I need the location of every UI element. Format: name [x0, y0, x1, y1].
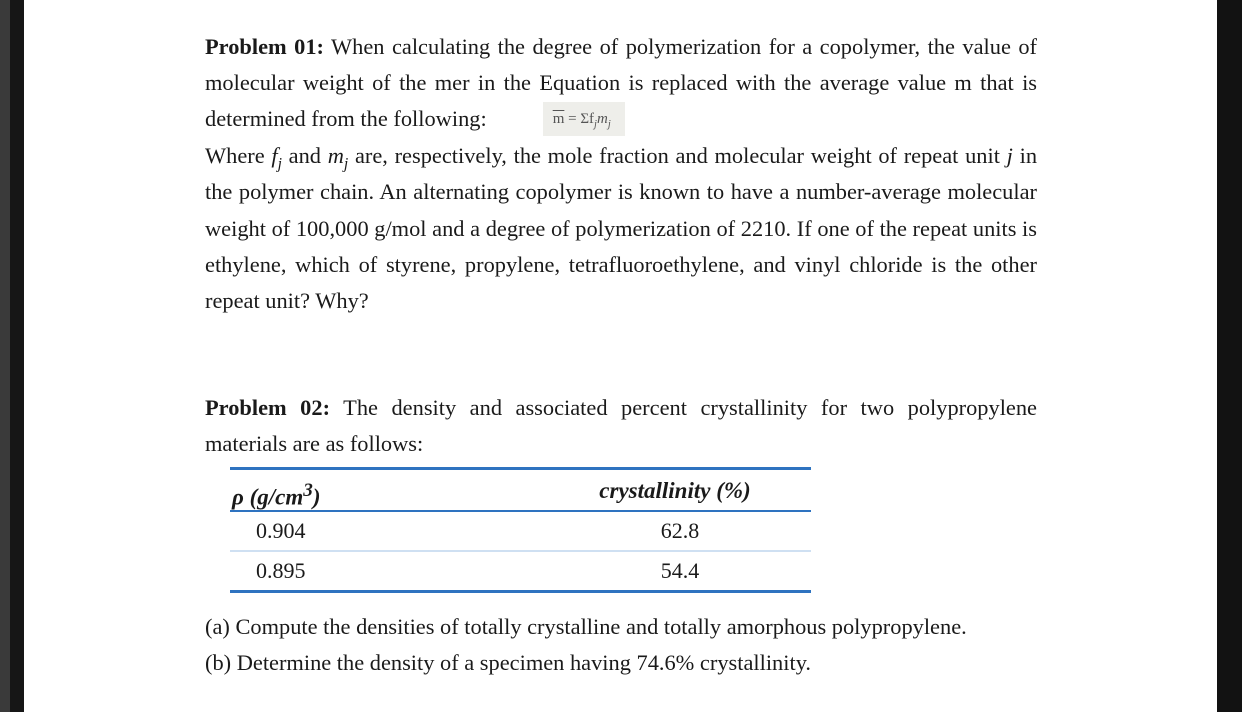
- window-edge-left-inner: [10, 0, 24, 712]
- window-edge-left: [0, 0, 10, 712]
- part-a: (a) Compute the densities of totally crystalline and totally amorphous polypropylene.: [205, 614, 967, 639]
- problem-02-intro: The density and associated percent crystallinity for two polypropylene materials are as follows:: [205, 395, 1037, 457]
- cell-crystallinity: 54.4: [660, 558, 700, 583]
- document-page: [24, 0, 1217, 712]
- header-crystallinity: crystallinity (%): [599, 478, 751, 503]
- cell-density: 0.904: [256, 518, 306, 543]
- cell-density: 0.895: [256, 558, 306, 583]
- formula-mbar: $\overline{m}$: [552, 111, 565, 128]
- table-row: [230, 552, 811, 590]
- table-bottom-rule: [230, 590, 811, 593]
- var-j: j: [1006, 143, 1013, 169]
- problem-01-label: Problem 01:: [205, 34, 324, 59]
- table-row: [230, 512, 811, 550]
- var-m: m: [327, 143, 344, 169]
- problem-02-parts: [205, 609, 1065, 681]
- problem-01-question: in the polymer chain. An alternating copolymer is known to have a number-average molecular weight of 100,000 g/mol and a degree of polymerization of 2210. If one of the repeat units is ethylene, which of styrene, propylene, tetrafluoroethylene, and vinyl chloride is the other repeat unit? Why?: [205, 143, 1038, 314]
- density-crystallinity-table: [230, 467, 811, 593]
- var-f: f: [271, 143, 278, 169]
- part-b: (b) Determine the density of a specimen having 74.6% crystallinity.: [205, 650, 812, 675]
- problem-02-paragraph: [205, 390, 1037, 462]
- problem-01-paragraph: Problem 01: When calculating the degree of polymerization for a copolymer, the value of molecular weight of the mer in the Equation is replaced with the average value m that is determined from the following: $\overline{m} = \Sigma f_jm_j$ Where $f_j$ and $m_j$ are, respectively, the mole fraction and molecular weight of repeat unit j in the polymer chain. An alternating copolymer is known to have a number-average molecular weight of 100,000 g/mol and a degree of polymerization of 2210. If one of the repeat units is ethylene, which of styrene, propylene, tetrafluoroethylene, and vinyl chloride is the other repeat unit? Why?: [205, 34, 1038, 314]
- header-density: ρ $(g/cm^3)$: [232, 480, 321, 510]
- scrollbar-track[interactable]: [1217, 0, 1242, 712]
- problem-01-intro: When calculating the degree of polymerization for a copolymer, the value of molecular weight of the mer in the Equation is replaced with the average value m that is determined from the following:: [205, 34, 1037, 132]
- formula-image: $\overline{m} = \Sigma f_jm_j$: [543, 102, 625, 136]
- problem-02-label: Problem 02:: [205, 395, 331, 420]
- cell-crystallinity: 62.8: [660, 518, 700, 543]
- table-header-row: [230, 470, 811, 510]
